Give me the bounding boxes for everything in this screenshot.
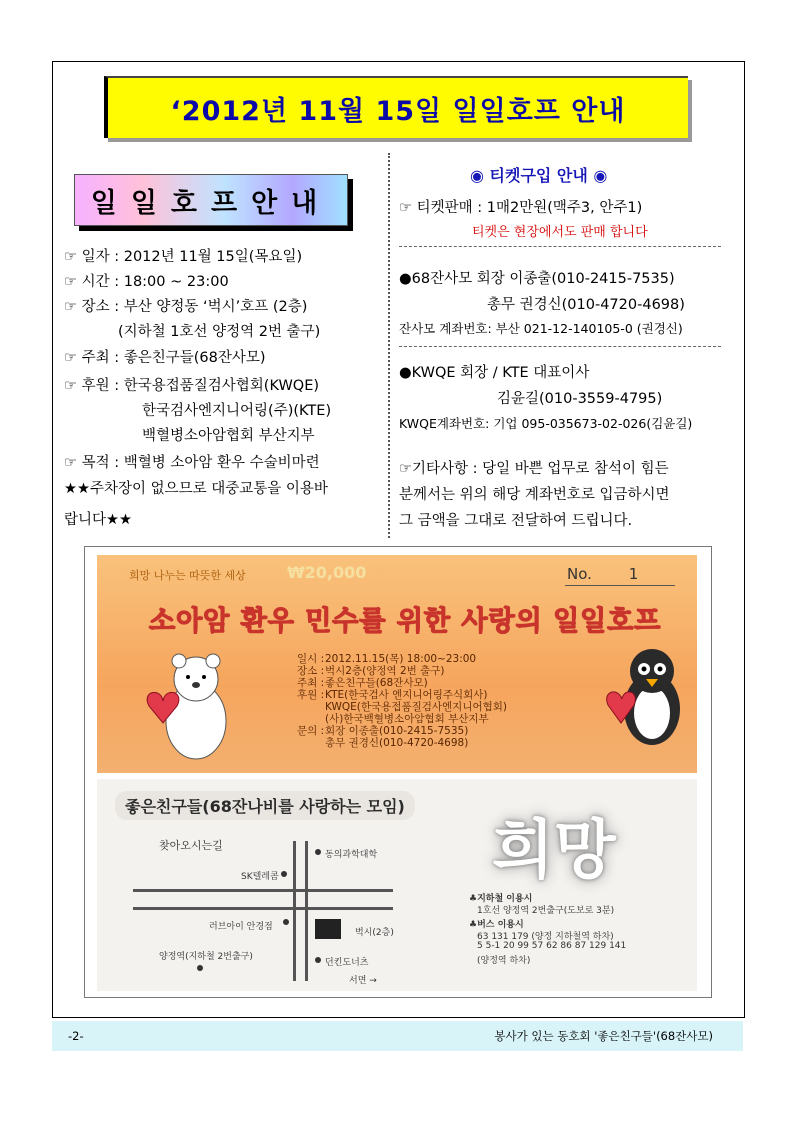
page-title: ‘2012년 11월 15일 일일호프 안내 [170,95,626,127]
ticket-detail-row [297,737,507,749]
info-sponsor-3: 백혈병소아암협회 부산지부 [142,428,315,444]
ticket-detail-label: 문의 : [297,725,325,737]
transit-bus-2: 5 5-1 20 99 57 62 86 87 129 141 [477,941,627,951]
ticket-heading: ◉ 티켓구입 안내 ◉ [470,166,608,185]
transit-bus-label: ♣버스 이용시 [469,920,524,930]
ticket-detail-value: KWQE(한국용접품질검사엔지니어협회) [325,701,507,713]
ticket-onsite: 티켓은 현장에서도 판매 합니다 [472,225,648,240]
info-sponsor: ☞ 후원 : 한국용접품질검사협회(KWQE) [64,378,320,394]
ticket-detail-value: (사)한국백혈병소아암협회 부산지부 [325,713,489,725]
map-subtitle: 찾아오시는길 [159,839,223,852]
page-number: -2- [68,1029,84,1043]
footer-club: 봉사가 있는 동호회 '좋은친구들'(68잔사모) [494,1029,713,1043]
map-label-seomyeon: 서면 → [349,976,377,986]
account-jansamo: 잔사모 계좌번호: 부산 021-12-140105-0 (권경신) [399,321,683,336]
contact-kwqe-name: 김윤길(010-3559-4795) [497,391,663,407]
info-place-detail: (지하철 1호선 양정역 2번 출구) [118,324,321,340]
event-heading: 일일호프안내 [90,187,332,219]
ticket-detail-row [297,665,507,677]
ticket-detail-value: 총무 권경신(010-4720-4698) [325,737,469,749]
info-date: ☞ 일자 : 2012년 11월 15일(목요일) [64,249,303,265]
ticket-detail-row [297,701,507,713]
ticket-detail-row [297,689,507,701]
ticket-number-underline [565,585,675,586]
page-footer [52,1021,743,1051]
info-parking-2: 랍니다★★ [64,512,133,528]
map-label-college: 동의과학대학 [325,850,378,860]
ticket-detail-value: 좋은친구들(68잔사모) [325,677,428,689]
info-place: ☞ 장소 : 부산 양정동 ‘벅시’호프 (2층) [64,299,308,315]
ticket-slogan: 희망 나누는 따뜻한 세상 [129,569,246,582]
info-sponsor-2: 한국검사엔지니어링(주)(KTE) [142,403,332,419]
transit-bus-1: 63 131 179 (양정 지하철역 하차) [477,932,614,942]
etc-line-1: ☞기타사항 : 당일 바쁜 업무로 참석이 힘든 [399,461,669,477]
column-divider [388,153,390,538]
ticket-detail-label: 장소 : [297,665,325,677]
info-parking: ★★주차장이 없으므로 대중교통을 이용바 [64,481,328,497]
ticket-details [297,653,507,749]
ticket-detail-label: 주최 : [297,677,325,689]
ticket-number [567,565,638,583]
map-marker [315,849,321,855]
ticket-sale: ☞ 티켓판매 : 1매2만원(맥주3, 안주1) [399,200,643,216]
map-label-station: 양정역(지하철 2번출구) [159,952,253,962]
info-host: ☞ 주최 : 좋은친구들(68잔사모) [64,350,266,366]
ticket-detail-value: 2012.11.15(목) 18:00~23:00 [325,653,477,665]
hope-calligraphy: 희망 [492,814,616,888]
transit-subway-label: ♣지하철 이용시 [469,894,533,904]
ticket-detail-label: 후원 : [297,689,325,701]
etc-line-3: 그 금액을 그대로 전달하여 드립니다. [399,513,633,529]
ticket-detail-row [297,677,507,689]
ticket-price: ₩20,000 [287,563,367,582]
info-purpose: ☞ 목적 : 백혈병 소아암 환우 수술비마련 [64,455,320,471]
transit-subway: 1호선 양정역 2번출구(도보로 3분) [477,906,615,916]
map-title: 좋은친구들(68잔나비를 사랑하는 모임) [115,791,415,820]
map-road-cross-2 [305,841,308,981]
map-label-bucksi: 벅시(2층) [355,928,394,938]
map-marker [281,871,287,877]
bear-illustration [141,651,251,771]
ticket-detail-value: KTE(한국검사 엔지니어링주식회사) [325,689,488,701]
contact-treasurer: 총무 권경신(010-4720-4698) [487,297,685,313]
event-heading-box [74,174,348,226]
map-label-donkin: 던킨도너츠 [325,958,369,968]
transit-bus-3: (양정역 하차) [477,956,531,966]
map-marker [315,957,321,963]
dashed-divider [399,346,721,347]
event-poster [84,546,712,998]
ticket-image [97,555,697,773]
penguin-illustration [602,643,692,753]
map-marker [283,919,289,925]
map-marker [197,965,203,971]
map-road-main-2 [133,907,393,910]
ticket-detail-label: 일시 : [297,653,325,665]
ticket-detail-value: 벅시2층(양정역 2번 출구) [325,665,445,677]
info-time: ☞ 시간 : 18:00 ~ 23:00 [64,274,229,290]
contact-president: ●68잔사모 회장 이종출(010-2415-7535) [399,271,675,287]
ticket-detail-value: 회장 이종출(010-2415-7535) [325,725,469,737]
map-section [97,779,697,991]
ticket-detail-row [297,713,507,725]
ticket-detail-row [297,725,507,737]
dashed-divider [399,246,721,247]
map-label-lovei: 러브아이 안경점 [209,922,273,932]
etc-line-2: 분께서는 위의 해당 계좌번호로 입금하시면 [399,487,670,503]
map-building-bucksi [315,919,341,939]
contact-kwqe: ●KWQE 회장 / KTE 대표이사 [399,365,590,381]
account-kwqe: KWQE계좌번호: 기업 095-035673-02-026(김윤길) [399,416,693,431]
title-banner [104,76,688,138]
ticket-detail-row [297,653,507,665]
map-road-main [133,889,393,892]
map-road-cross [293,841,296,981]
map-label-sk: SK텔레콤 [241,872,279,882]
ticket-no-value: 1 [628,565,639,583]
ticket-no-label: No. [567,565,592,583]
ticket-title: 소아암 환우 민수를 위한 사랑의 일일호프 [149,606,662,637]
